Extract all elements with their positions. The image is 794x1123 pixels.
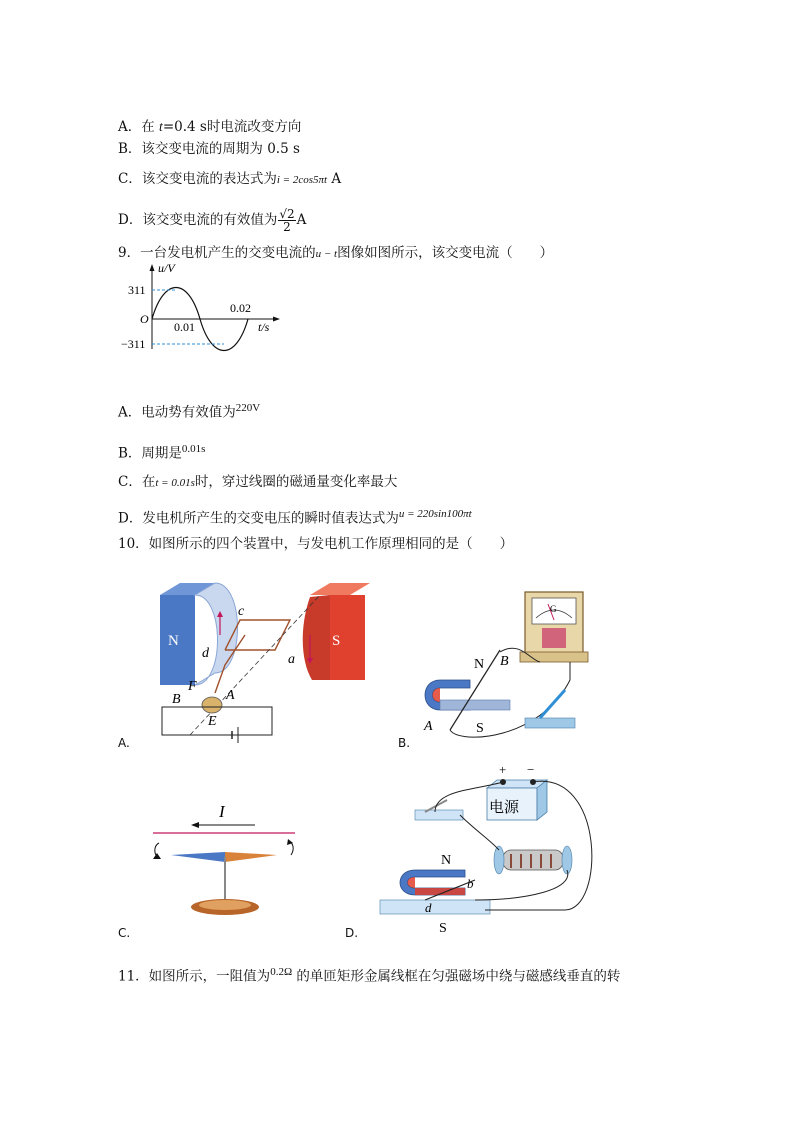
q11-stem-suffix: 的单匝矩形金属线框在匀强磁场中绕与磁感线垂直的转 [296,968,621,985]
q10-d-d: d [425,900,432,915]
q10-a-N: N [168,633,179,649]
q8-option-d-denominator: 2 [283,220,291,234]
q8-option-a-var: t [159,119,163,134]
q10-figure-d [375,760,615,935]
q8-option-b [118,140,300,158]
q10-b-N: N [474,657,485,672]
q10-a-A: A [226,688,235,703]
q9-option-b-prefix: B．周期是 [118,445,182,462]
q10-d-b: b [467,876,474,891]
q8-option-a [118,118,301,136]
q10-d-plus: + [499,762,507,777]
q10-d-S: S [439,921,447,936]
q10-figure-a [150,575,380,745]
q9-option-d-value: u = 220sin100πt [398,508,472,520]
q10-stem-text: 10．如图所示的四个装置中，与发电机工作原理相同的是（ ） [118,536,514,552]
q10-b-B: B [500,654,509,669]
q9-option-d-prefix: D．发电机所产生的交变电压的瞬时值表达式为 [118,510,399,527]
q10-figure-c [145,795,305,925]
q9-option-c-prefix: C．在 [118,474,156,490]
q10-a-B: B [172,692,181,707]
q10-a-F: F [188,679,197,694]
q9-graph-x1: 0.01 [174,320,195,334]
q9-stem-var: u − t [315,248,338,260]
q8-option-d-unit: A [296,212,307,228]
q10-b-A: A [424,719,433,734]
q11-stem [118,963,620,986]
q9-graph-origin: O [140,312,149,326]
q9-option-b [118,440,205,463]
q10-a-a: a [288,652,295,667]
q8-option-c-formula: i = 2cos5πt [276,174,328,186]
q8-option-d-prefix: D．该交变电流的有效值为 [118,212,278,228]
q9-graph-xlabel: t/s [258,320,270,334]
q10-label-c: C. [118,926,131,940]
q10-d-minus: − [527,762,535,777]
q8-option-c [118,170,341,189]
q10-a-c: c [238,604,245,619]
q8-option-a-prefix: A．在 [118,119,160,135]
q10-b-S: S [476,721,484,736]
q8-option-d [118,208,306,233]
q10-c-I: I [219,802,225,821]
q9-graph-ypos: 311 [128,283,146,297]
q8-option-d-numerator: √2 [279,207,295,221]
q9-option-a-value: 220V [235,402,261,414]
q9-option-a [118,399,260,422]
q10-label-d: D. [345,926,359,940]
q9-option-b-value: 0.01s [181,443,206,455]
q9-ut-graph [121,260,288,355]
q8-option-c-prefix: C．该交变电流的表达式为 [118,171,277,187]
q10-label-b: B. [398,736,411,750]
q11-stem-value: 0.2Ω [270,966,293,978]
q9-option-c-suffix: 时，穿过线圈的磁通量变化率最大 [194,474,398,490]
q8-option-c-unit: A [331,171,342,187]
q10-b-G: G [550,604,557,614]
q10-d-source: 电源 [489,800,520,816]
q9-option-c-value: t = 0.01s [155,477,195,489]
q9-graph-yneg: −311 [121,337,146,351]
q8-option-a-mid: =0.4 s [162,119,207,135]
q10-label-a: A. [118,736,130,750]
q8-option-d-fraction [278,208,295,233]
q10-figure-b [420,590,590,740]
q8-option-b-text: B．该交变电流的周期为 0.5 s [118,141,300,157]
q8-option-a-suffix: 时电流改变方向 [206,119,302,135]
q10-a-E: E [208,714,217,729]
q9-graph-x2: 0.02 [230,301,251,315]
q9-option-a-prefix: A．电动势有效值为 [118,404,236,421]
q9-option-d [118,505,472,528]
q10-a-S: S [332,633,341,649]
q10-d-N: N [441,853,452,868]
q9-graph-ylabel: u/V [158,261,175,275]
q11-stem-prefix: 11．如图所示，一阻值为 [118,968,271,985]
q9-option-c [118,473,397,492]
q9-stem-suffix: 图像如图所示，该交变电流（ ） [337,245,554,261]
q10-a-d: d [202,646,209,661]
q9-stem-prefix: 9．一台发电机产生的交变电流的 [118,245,316,261]
q10-stem [118,535,513,553]
